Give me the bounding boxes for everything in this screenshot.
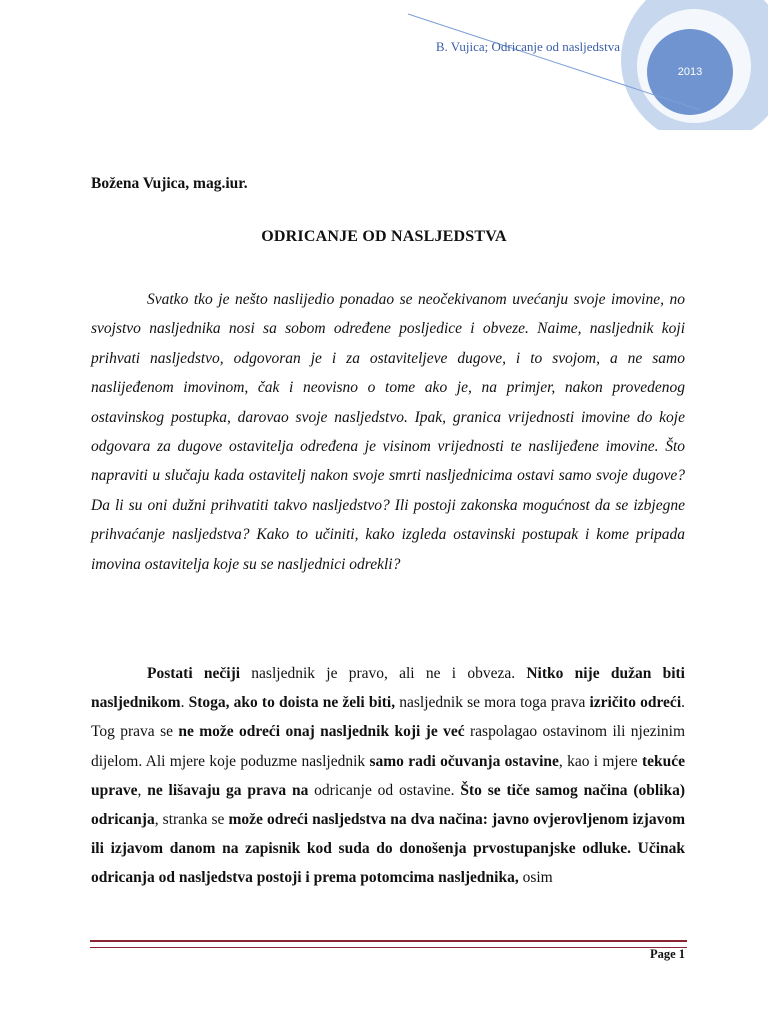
author-line: Božena Vujica, mag.iur. — [91, 175, 248, 192]
text-segment: ne lišavaju ga prava na — [147, 781, 309, 799]
text-segment: osim — [518, 869, 553, 887]
text-segment: nasljednik se mora toga prava — [395, 694, 590, 712]
text-segment: Stoga, ako to doista ne želi biti, — [188, 694, 396, 712]
running-head: B. Vujica; Odricanje od nasljedstva — [435, 39, 620, 54]
body-paragraph — [91, 659, 685, 893]
year-badge: 2013 — [677, 66, 703, 78]
text-segment: . — [180, 694, 189, 712]
text-segment: nasljednik je pravo, ali ne i obveza. — [240, 665, 527, 682]
text-segment: , kao i mjere — [558, 752, 642, 770]
document-title: ODRICANJE OD NASLJEDSTVA — [261, 228, 507, 245]
text-segment: može odreći nasljedstva na dva načina: javno ovjerovljenom izjavom ili izjavom danom na zapisnik kod suda do donošenja prvostupanjske odluke. Učinak odricanja od nasljedstva postoji i prema potomcima nasljednika, — [91, 811, 686, 887]
text-segment: tekuće uprave — [91, 752, 685, 799]
text-segment: Što se tiče samog načina (oblika) odricanja — [91, 781, 686, 829]
page-number: Page 1 — [649, 947, 685, 961]
text-segment: , stranka se — [154, 811, 229, 829]
header-decoration — [0, 0, 768, 130]
text-segment: odricanje od ostavine. — [308, 781, 461, 799]
text-segment: Postati nečiji — [147, 665, 241, 682]
text-segment: samo radi očuvanja ostavine — [369, 752, 559, 770]
text-segment: ne može odreći onaj nasljednik koji je već — [178, 723, 465, 741]
text-segment: raspolagao ostavinom ili njezinim dijelom. Ali mjere koje poduzme nasljednik — [91, 723, 686, 770]
text-segment: izričito odreći — [589, 694, 682, 712]
text-segment: Nitko nije dužan biti nasljednikom — [91, 665, 685, 712]
text-segment: , — [137, 781, 148, 799]
text-segment: . Tog prava se — [91, 694, 685, 741]
intro-paragraph: Svatko tko je nešto naslijedio ponadao se neočekivanom uvećanju svoje imovine, no svojstvo nasljednika nosi sa sobom određene posljedice i obveze. Naime, nasljednik koji prihvati nasljedstvo, odgovoran je i za ostaviteljeve dugove, i to svojom, a ne samo naslijeđenom imovinom, čak i neovisno o tome ako je, na primjer, nakon provedenog ostavinskog postupka, darovao svoje nasljedstvo. Ipak, granica vrijednosti imovine do koje odgovara za dugove ostavitelja određena je visinom vrijednosti te naslijeđene imovine. Što napraviti u slučaju kada ostavitelj nakon svoje smrti nasljednicima ostavi samo svoje dugove? Da li su oni dužni prihvatiti takvo nasljedstvo? Ili postoji zakonska mogućnost da se izbjegne prihvaćanje nasljedstva? Kako to učiniti, kako izgleda ostavinski postupak i kome pripada imovina ostavitelja koje su se nasljednici odrekli? — [91, 291, 685, 573]
